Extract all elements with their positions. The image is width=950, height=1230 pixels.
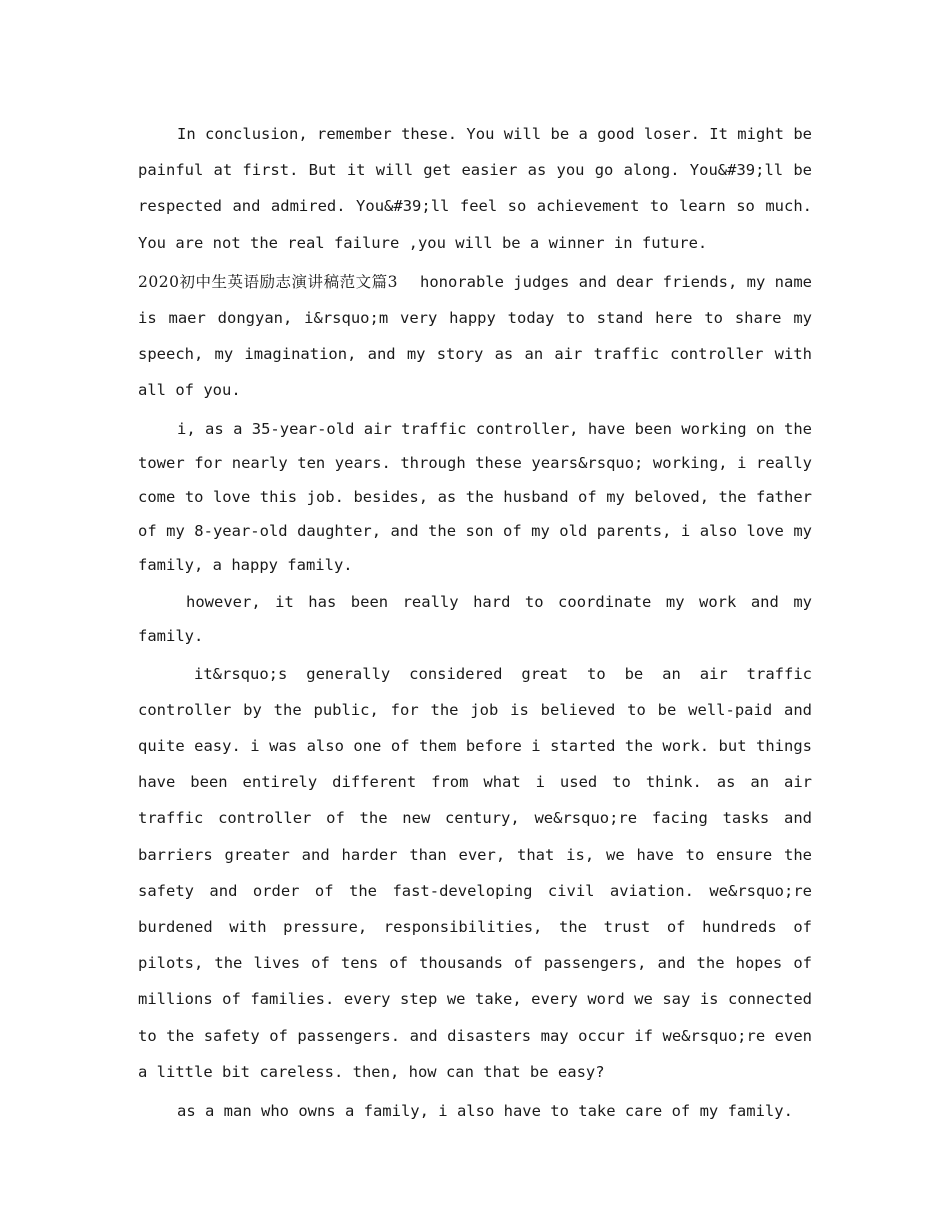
paragraph-job-perception (138, 656, 812, 1090)
paragraph-controller-background (138, 412, 812, 582)
document-body (138, 116, 812, 1129)
paragraph-text: i, as a 35-year-old air traffic controller, have been working on the tower for nearly ten years. through these years&rsquo; working, i really come to love this job. besides, as the husband of my beloved, the father of my 8-year-old daughter, and the son of my old parents, i also love my family, a happy family. (138, 419, 812, 574)
paragraph-text: it&rsquo;s generally considered great to be an air traffic controller by the public, for the job is believed to be well-paid and quite easy. i was also one of them before i started the work. but things have been entirely different from what i used to think. as an air traffic controller of the new century, we&rsquo;re facing tasks and barriers greater and harder than ever, that is, we have to ensure the safety and order of the fast-developing civil aviation. we&rsquo;re burdened with pressure, responsibilities, the trust of hundreds of pilots, the lives of tens of thousands of passengers, and the hopes of millions of families. every step we take, every word we say is connected to the safety of passengers. and disasters may occur if we&rsquo;re even a little bit careless. then, how can that be easy? (138, 664, 812, 1081)
paragraph-coordination (138, 585, 812, 653)
paragraph-text: however, it has been really hard to coordinate my work and my family. (138, 592, 812, 645)
paragraph-conclusion (138, 116, 812, 261)
paragraph-text: as a man who owns a family, i also have to take care of my family. (177, 1102, 793, 1121)
paragraph-family (138, 1093, 812, 1129)
paragraph-section-3-intro (138, 264, 812, 409)
paragraph-text: In conclusion, remember these. You will be a good loser. It might be painful at first. But it will get easier as you go along. You&#39;ll be respected and admired. You&#39;ll feel so achievement to learn so much. You are not the real failure ,you will be a winner in future. (138, 125, 812, 252)
paragraph-text: honorable judges and dear friends, my name is maer dongyan, i&rsquo;m very happy today to stand here to share my speech, my imagination, and my story as an air traffic controller with all of you. (138, 272, 812, 400)
section-heading: 2020初中生英语励志演讲稿范文篇3 (138, 272, 398, 291)
